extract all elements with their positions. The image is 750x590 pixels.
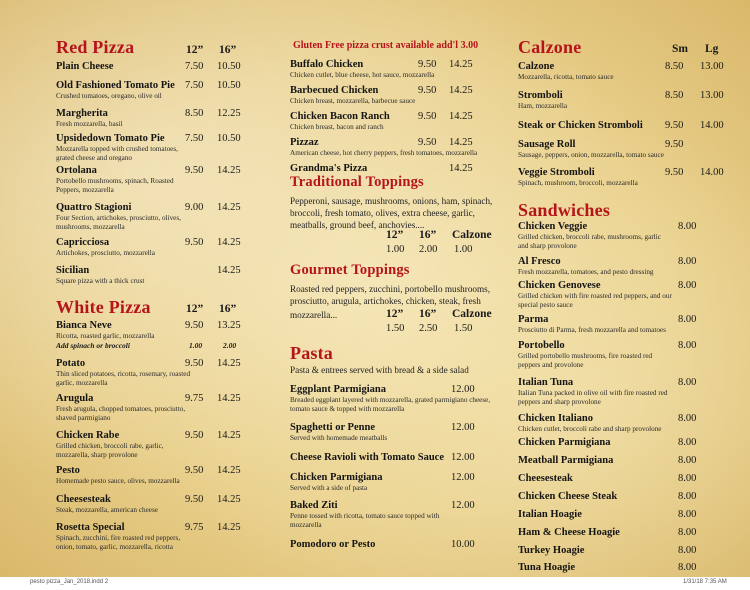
item-description: Grilled portobello mushrooms, fire roasted red peppers and provolone <box>518 352 653 369</box>
item-name: Stromboli <box>518 90 563 101</box>
white-pizza-size-12: 12” <box>186 303 204 315</box>
gourmet-price-calzone: 1.50 <box>454 323 473 334</box>
price-12: 9.50 <box>418 59 437 70</box>
item-name: Cheese Ravioli with Tomato Sauce <box>290 452 445 463</box>
price-12: 9.00 <box>185 202 204 213</box>
price-16: 10.50 <box>217 61 241 72</box>
sandwiches-title: Sandwiches <box>518 200 611 220</box>
item-name: Baked Ziti <box>290 500 338 511</box>
price-16: 12.25 <box>217 108 241 119</box>
price-12: 9.50 <box>185 320 204 331</box>
item-name: Steak or Chicken Stromboli <box>518 120 643 131</box>
item-name: Portobello <box>518 340 565 351</box>
item-name: Parma <box>518 314 549 325</box>
price-12: 9.50 <box>418 85 437 96</box>
topping-head-12: 12” <box>386 229 404 241</box>
item-description: Served with a side of pasta <box>290 484 368 492</box>
price-12: 7.50 <box>185 61 204 72</box>
item-description: Square pizza with a thick crust <box>56 277 145 285</box>
item-description: Artichokes, prosciutto, mozzarella <box>56 249 155 257</box>
item-description: Grilled chicken, broccoli rabe, garlic, mozzarella, sharp provolone <box>56 442 164 459</box>
price: 8.00 <box>678 340 697 351</box>
item-name: Meatball Parmigiana <box>518 455 614 466</box>
item-name: Chicken Cheese Steak <box>518 491 618 502</box>
item-description: Ricotta, roasted garlic, mozzarella <box>56 332 155 340</box>
price-16: 14.25 <box>449 163 473 174</box>
calzone-size-lg: Lg <box>705 43 719 55</box>
item-description: Crushed tomatoes, oregano, olive oil <box>56 92 162 100</box>
price-12: 7.50 <box>185 133 204 144</box>
topping-price-16: 2.00 <box>419 244 438 255</box>
item-name: Tuna Hoagie <box>518 562 576 573</box>
price-12: 9.50 <box>418 111 437 122</box>
item-description: Mozzarella topped with crushed tomatoes, grated cheese and oregano <box>56 145 178 162</box>
price-16: 14.25 <box>217 358 241 369</box>
red-pizza-size-12: 12” <box>186 44 204 56</box>
price-16: 14.25 <box>217 430 241 441</box>
addon-label: Add spinach or broccoli <box>56 341 130 350</box>
item-name: Al Fresco <box>518 256 561 267</box>
item-description: Fresh arugula, chopped tomatoes, prosciutto, shaved parmigiano <box>56 405 186 422</box>
item-name: Sausage Roll <box>518 139 576 150</box>
price: 8.00 <box>678 437 697 448</box>
gluten-free-note: Gluten Free pizza crust available add'l 3.00 <box>293 40 479 51</box>
white-pizza-size-16: 16” <box>219 303 237 315</box>
white-pizza-title: White Pizza <box>56 297 151 317</box>
price-16: 14.25 <box>217 494 241 505</box>
price-16: 14.25 <box>217 265 241 276</box>
topping-price-calzone: 1.00 <box>454 244 473 255</box>
price-16: 14.25 <box>217 393 241 404</box>
price: 12.00 <box>451 422 475 433</box>
item-name: Chicken Rabe <box>56 430 120 441</box>
item-name: Buffalo Chicken <box>290 59 364 70</box>
item-description: Spinach, zucchini, fire roasted red peppers, onion, tomato, garlic, mozzarella, ricotta <box>56 534 181 551</box>
item-description: Sausage, peppers, onion, mozzarella, tomato sauce <box>518 151 664 159</box>
item-description: Grilled chicken, broccoli rabe, mushrooms, garlic and sharp provolone <box>518 233 661 250</box>
price-12: 9.50 <box>185 430 204 441</box>
item-description: Breaded eggplant layered with mozzarella, grated parmigiano cheese, tomato sauce & topped with mozzarella <box>290 396 491 413</box>
traditional-toppings-title: Traditional Toppings <box>290 174 424 190</box>
item-description: Fresh mozzarella, basil <box>56 120 123 128</box>
item-description: Four Section, artichokes, prosciutto, olives, mushrooms, mozzarella <box>56 214 181 231</box>
item-name: Ortolana <box>56 165 97 176</box>
price-16: 10.50 <box>217 80 241 91</box>
item-name: Upsidedown Tomato Pie <box>56 133 165 144</box>
item-name: Veggie Stromboli <box>518 167 595 178</box>
price-16: 14.25 <box>217 237 241 248</box>
price-lg: 14.00 <box>700 120 724 131</box>
price-lg: 13.00 <box>700 61 724 72</box>
price: 8.00 <box>678 314 697 325</box>
item-name: Chicken Italiano <box>518 413 593 424</box>
item-name: Chicken Parmigiana <box>290 472 383 483</box>
item-name: Spaghetti or Penne <box>290 422 375 433</box>
item-name: Pizzaz <box>290 137 319 148</box>
left-column <box>0 0 265 577</box>
price: 8.00 <box>678 491 697 502</box>
item-name: Arugula <box>56 393 94 404</box>
item-description: Homemade pesto sauce, olives, mozzarella <box>56 477 180 485</box>
print-slug-file: pesto pizza_Jan_2018.indd 2 <box>30 579 109 585</box>
item-description: Mozzarella, ricotta, tomato sauce <box>518 73 614 81</box>
price-12: 9.50 <box>418 137 437 148</box>
item-description: American cheese, hot cherry peppers, fresh tomatoes, mozzarella <box>290 149 478 157</box>
pasta-subtitle: Pasta & entrees served with bread & a side salad <box>290 365 469 375</box>
topping-price-12: 1.00 <box>386 244 405 255</box>
price-16: 14.25 <box>217 202 241 213</box>
item-name: Eggplant Parmigiana <box>290 384 386 395</box>
topping-head-calzone: Calzone <box>452 229 492 241</box>
price-12: 8.50 <box>185 108 204 119</box>
item-name: Pomodoro or Pesto <box>290 539 376 550</box>
right-column <box>510 0 750 577</box>
price-12: 9.50 <box>185 237 204 248</box>
gourmet-head-12: 12” <box>386 308 404 320</box>
price-16: 14.25 <box>449 137 473 148</box>
price-16: 13.25 <box>217 320 241 331</box>
item-name: Capricciosa <box>56 237 110 248</box>
price: 8.00 <box>678 473 697 484</box>
price-16: 14.25 <box>449 59 473 70</box>
price: 8.00 <box>678 256 697 267</box>
calzone-title: Calzone <box>518 37 582 57</box>
item-description: Spinach, mushroom, broccoli, mozzarella <box>518 179 638 187</box>
price-sm: 9.50 <box>665 167 684 178</box>
item-name: Calzone <box>518 61 555 72</box>
item-description: Chicken cutlet, broccoli rabe and sharp provolone <box>518 425 662 433</box>
price-sm: 9.50 <box>665 120 684 131</box>
price-16: 14.25 <box>449 85 473 96</box>
gourmet-toppings-list: Roasted red peppers, zucchini, portobello mushrooms, prosciutto, arugula, artichokes, chicken, steak, fresh <box>290 284 491 306</box>
item-name: Quattro Stagioni <box>56 202 132 213</box>
item-description: Thin sliced potatoes, ricotta, rosemary, roasted garlic, mozzarella <box>56 370 191 387</box>
price-12: 9.75 <box>185 393 204 404</box>
item-name: Cheesesteak <box>56 494 111 505</box>
item-description: Prosciutto di Parma, fresh mozzarella and tomatoes <box>518 326 666 334</box>
middle-column <box>265 0 510 577</box>
price: 10.00 <box>451 539 475 550</box>
price: 8.00 <box>678 221 697 232</box>
price: 8.00 <box>678 280 697 291</box>
item-name: Chicken Bacon Ranch <box>290 111 390 122</box>
item-name: Ham & Cheese Hoagie <box>518 527 620 538</box>
item-description: Served with homemade meatballs <box>290 434 388 442</box>
item-name: Plain Cheese <box>56 61 114 72</box>
item-name: Italian Tuna <box>518 377 574 388</box>
item-name: Potato <box>56 358 86 369</box>
price: 12.00 <box>451 452 475 463</box>
price-sm: 9.50 <box>665 139 684 150</box>
price-12: 9.75 <box>185 522 204 533</box>
price: 8.00 <box>678 545 697 556</box>
item-description: Chicken cutlet, blue cheese, hot sauce, mozzarella <box>290 71 435 79</box>
price-16: 14.25 <box>449 111 473 122</box>
item-description: Chicken breast, bacon and ranch <box>290 123 384 131</box>
price: 8.00 <box>678 562 697 573</box>
item-description: Grilled chicken with fire roasted red peppers, and our special pesto sauce <box>518 292 672 309</box>
item-name: Pesto <box>56 465 80 476</box>
price: 12.00 <box>451 500 475 511</box>
item-description: Italian Tuna packed in olive oil with fire roasted red peppers and sharp provolone <box>518 389 668 406</box>
price-12: 9.50 <box>185 165 204 176</box>
item-name: Bianca Neve <box>56 320 112 331</box>
topping-head-16: 16” <box>419 229 437 241</box>
price: 8.00 <box>678 509 697 520</box>
gourmet-toppings-title: Gourmet Toppings <box>290 262 410 278</box>
price: 12.00 <box>451 384 475 395</box>
price-lg: 14.00 <box>700 167 724 178</box>
print-slug-timestamp: 1/31/18 7:35 AM <box>683 579 727 585</box>
price-16: 14.25 <box>217 465 241 476</box>
print-slug-bar <box>0 577 750 590</box>
item-description: Portobello mushrooms, spinach, Roasted Peppers, mozzarella <box>56 177 174 194</box>
item-name: Chicken Parmigiana <box>518 437 611 448</box>
item-name: Italian Hoagie <box>518 509 582 520</box>
traditional-toppings-list: Pepperoni, sausage, mushrooms, onions, ham, spinach, broccoli, fresh tomato, olives, extra cheese, garlic, meatballs, ground beef, anchovies.... <box>290 196 493 230</box>
addon-price-16: 2.00 <box>223 341 237 350</box>
pasta-title: Pasta <box>290 343 333 363</box>
price-12: 9.50 <box>185 465 204 476</box>
red-pizza-size-16: 16” <box>219 44 237 56</box>
price-sm: 8.50 <box>665 90 684 101</box>
item-name: Old Fashioned Tomato Pie <box>56 80 175 91</box>
item-description: Chicken breast, mozzarella, barbecue sauce <box>290 97 416 105</box>
item-description: Steak, mozzarella, american cheese <box>56 506 158 514</box>
price: 8.00 <box>678 455 697 466</box>
item-name: Sicilian <box>56 265 90 276</box>
calzone-size-sm: Sm <box>672 43 688 55</box>
item-name: Turkey Hoagie <box>518 545 585 556</box>
price-12: 9.50 <box>185 494 204 505</box>
item-name: Barbecued Chicken <box>290 85 379 96</box>
item-description: Penne tossed with ricotta, tomato sauce topped with mozzarella <box>290 512 440 529</box>
gourmet-price-16: 2.50 <box>419 323 438 334</box>
item-name: Cheesesteak <box>518 473 573 484</box>
price: 8.00 <box>678 527 697 538</box>
price: 8.00 <box>678 413 697 424</box>
price-12: 9.50 <box>185 358 204 369</box>
price-lg: 13.00 <box>700 90 724 101</box>
item-name: Grandma's Pizza <box>290 163 368 174</box>
item-name: Chicken Genovese <box>518 280 601 291</box>
gourmet-head-calzone: Calzone <box>452 308 492 320</box>
gourmet-toppings-list-end: mozzarella... <box>290 310 338 320</box>
price: 12.00 <box>451 472 475 483</box>
price-sm: 8.50 <box>665 61 684 72</box>
price-16: 14.25 <box>217 522 241 533</box>
gourmet-head-16: 16” <box>419 308 437 320</box>
item-name: Chicken Veggie <box>518 221 588 232</box>
item-name: Margherita <box>56 108 108 119</box>
price-12: 7.50 <box>185 80 204 91</box>
item-description: Fresh mozzarella, tomatoes, and pesto dressing <box>518 268 654 276</box>
item-name: Rosetta Special <box>56 522 125 533</box>
item-description: Ham, mozzarella <box>518 102 568 110</box>
price-16: 14.25 <box>217 165 241 176</box>
price-16: 10.50 <box>217 133 241 144</box>
price: 8.00 <box>678 377 697 388</box>
gourmet-price-12: 1.50 <box>386 323 405 334</box>
addon-price-12: 1.00 <box>189 341 203 350</box>
red-pizza-title: Red Pizza <box>56 37 135 57</box>
